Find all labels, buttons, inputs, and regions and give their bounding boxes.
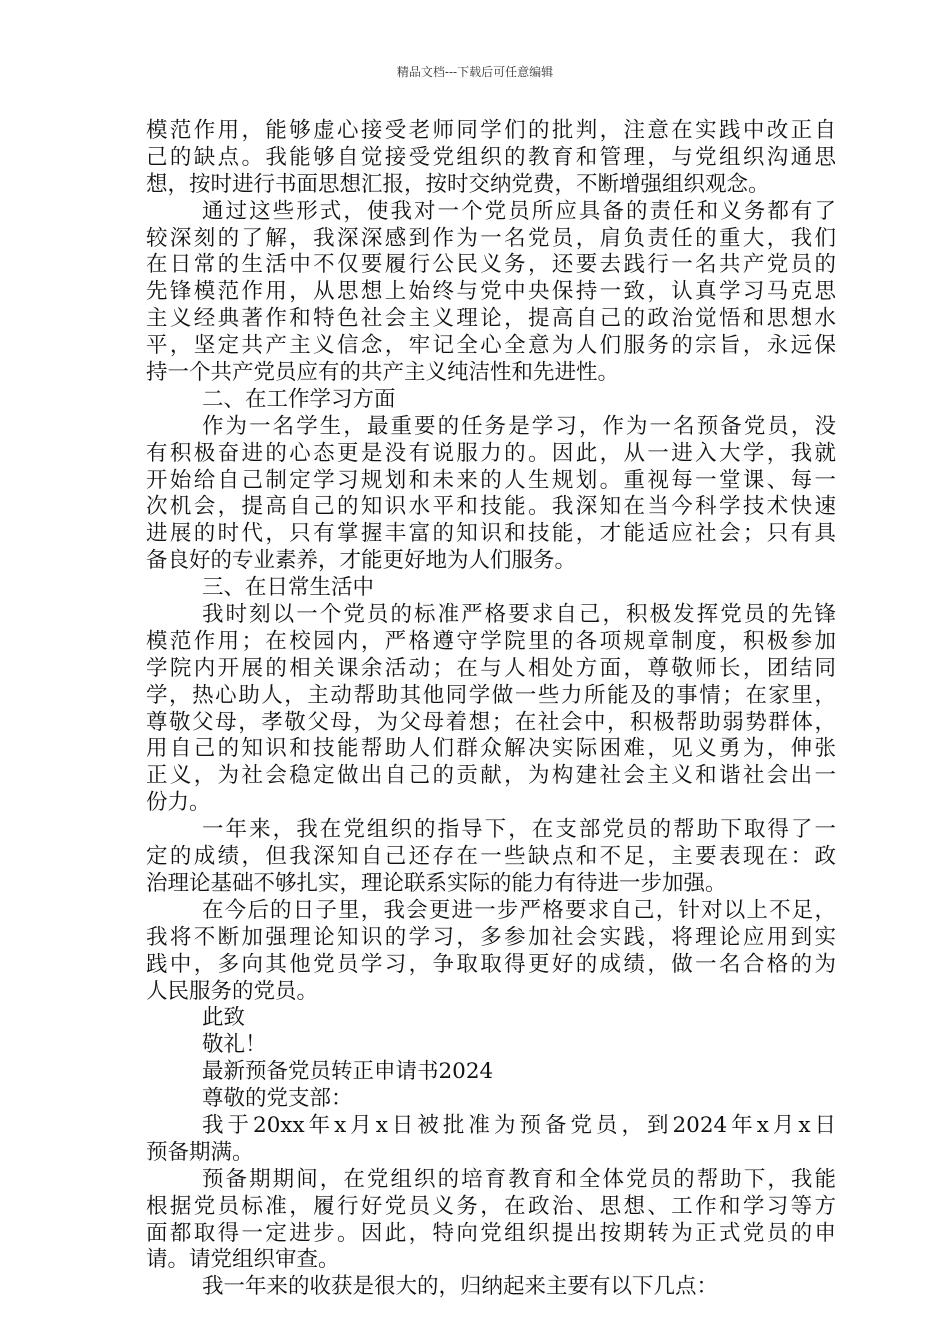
page-header: 精品文档---下载后可任意编辑 [396, 65, 554, 79]
text-line: 请。请党组织审查。 [146, 1247, 340, 1273]
text-line: 治理论基础不够扎实，理论联系实际的能力有待进一步加强。 [146, 870, 727, 896]
text-line: 先锋模范作用，从思想上始终与党中央保持一致，认真学习马克思 [146, 279, 836, 305]
text-line: 预备期期间，在党组织的培育教育和全体党员的帮助下，我能 [202, 1166, 836, 1192]
text-line: 尊敬的党支部： [202, 1086, 353, 1112]
text-line: 有积极奋进的心态更是没有说服力的。因此，从一进入大学，我就 [146, 440, 836, 466]
text-line: 模范作用，能够虚心接受老师同学们的批判，注意在实践中改正自 [146, 118, 836, 143]
text-line: 践中，多向其他党员学习，争取取得更好的成绩，做一名合格的为 [146, 951, 836, 977]
text-line: 定的成绩，但我深知自己还存在一些缺点和不足，主要表现在：政 [146, 844, 836, 870]
document-body [146, 118, 836, 1301]
text-line: 开始给自己制定学习规划和未来的人生规划。重视每一堂课、每一 [146, 467, 836, 493]
text-line: 我时刻以一个党员的标准严格要求自己，积极发挥党员的先锋 [202, 602, 836, 628]
text-line: 次机会，提高自己的知识水平和技能。我深知在当今科学技术快速 [146, 494, 836, 520]
text-line: 正义，为社会稳定做出自己的贡献，为构建社会主义和谐社会出一 [146, 763, 836, 789]
text-line: 我一年来的收获是很大的，归纳起来主要有以下几点： [202, 1274, 719, 1300]
text-line: 在今后的日子里，我会更进一步严格要求自己，针对以上不足， [202, 897, 836, 923]
text-line: 我将不断加强理论知识的学习，多参加社会实践，将理论应用到实 [146, 924, 836, 950]
text-line: 备良好的专业素养，才能更好地为人们服务。 [146, 548, 577, 574]
text-line: 敬礼！ [202, 1032, 267, 1058]
text-line: 模范作用；在校园内，严格遵守学院里的各项规章制度，积极参加 [146, 628, 836, 654]
text-line: 二、在工作学习方面 [202, 386, 396, 412]
text-line: 想，按时进行书面思想汇报，按时交纳党费，不断增强组织观念。 [146, 171, 770, 197]
text-line: 此致 [202, 1005, 246, 1031]
text-line: 学，热心助人，主动帮助其他同学做一些力所能及的事情；在家里， [146, 682, 836, 708]
text-line: 学院内开展的相关课余活动；在与人相处方面，尊敬师长，团结同 [146, 655, 836, 681]
text-line: 平，坚定共产主义信念，牢记全心全意为人们服务的宗旨，永远保 [146, 333, 836, 359]
text-line: 面都取得一定进步。因此，特向党组织提出按期转为正式党员的申 [146, 1220, 836, 1246]
text-line: 主义经典著作和特色社会主义理论，提高自己的政治觉悟和思想水 [146, 306, 836, 332]
text-line: 己的缺点。我能够自觉接受党组织的教育和管理，与党组织沟通思 [146, 144, 836, 170]
text-line: 我于20xx年x月x日被批准为预备党员，到2024年x月x日 [202, 1112, 836, 1138]
text-line: 作为一名学生，最重要的任务是学习，作为一名预备党员，没 [202, 413, 836, 439]
text-line: 尊敬父母，孝敬父母，为父母着想；在社会中，积极帮助弱势群体， [146, 709, 836, 735]
text-line: 通过这些形式，使我对一个党员所应具备的责任和义务都有了 [202, 198, 836, 224]
text-line: 持一个共产党员应有的共产主义纯洁性和先进性。 [146, 360, 620, 386]
text-line: 用自己的知识和技能帮助人们群众解决实际困难，见义勇为，伸张 [146, 736, 836, 762]
text-line: 根据党员标准，履行好党员义务，在政治、思想、工作和学习等方 [146, 1193, 836, 1219]
text-line: 较深刻的了解，我深深感到作为一名党员，肩负责任的重大，我们 [146, 225, 836, 251]
text-line: 预备期满。 [146, 1139, 254, 1165]
text-line: 最新预备党员转正申请书2024 [202, 1059, 494, 1085]
text-line: 在日常的生活中不仅要履行公民义务，还要去践行一名共产党员的 [146, 252, 836, 278]
text-line: 人民服务的党员。 [146, 978, 319, 1004]
text-line: 三、在日常生活中 [202, 575, 375, 601]
text-line: 一年来，我在党组织的指导下，在支部党员的帮助下取得了一 [202, 817, 836, 843]
text-line: 进展的时代，只有掌握丰富的知识和技能，才能适应社会；只有具 [146, 521, 836, 547]
text-line: 份力。 [146, 790, 211, 816]
